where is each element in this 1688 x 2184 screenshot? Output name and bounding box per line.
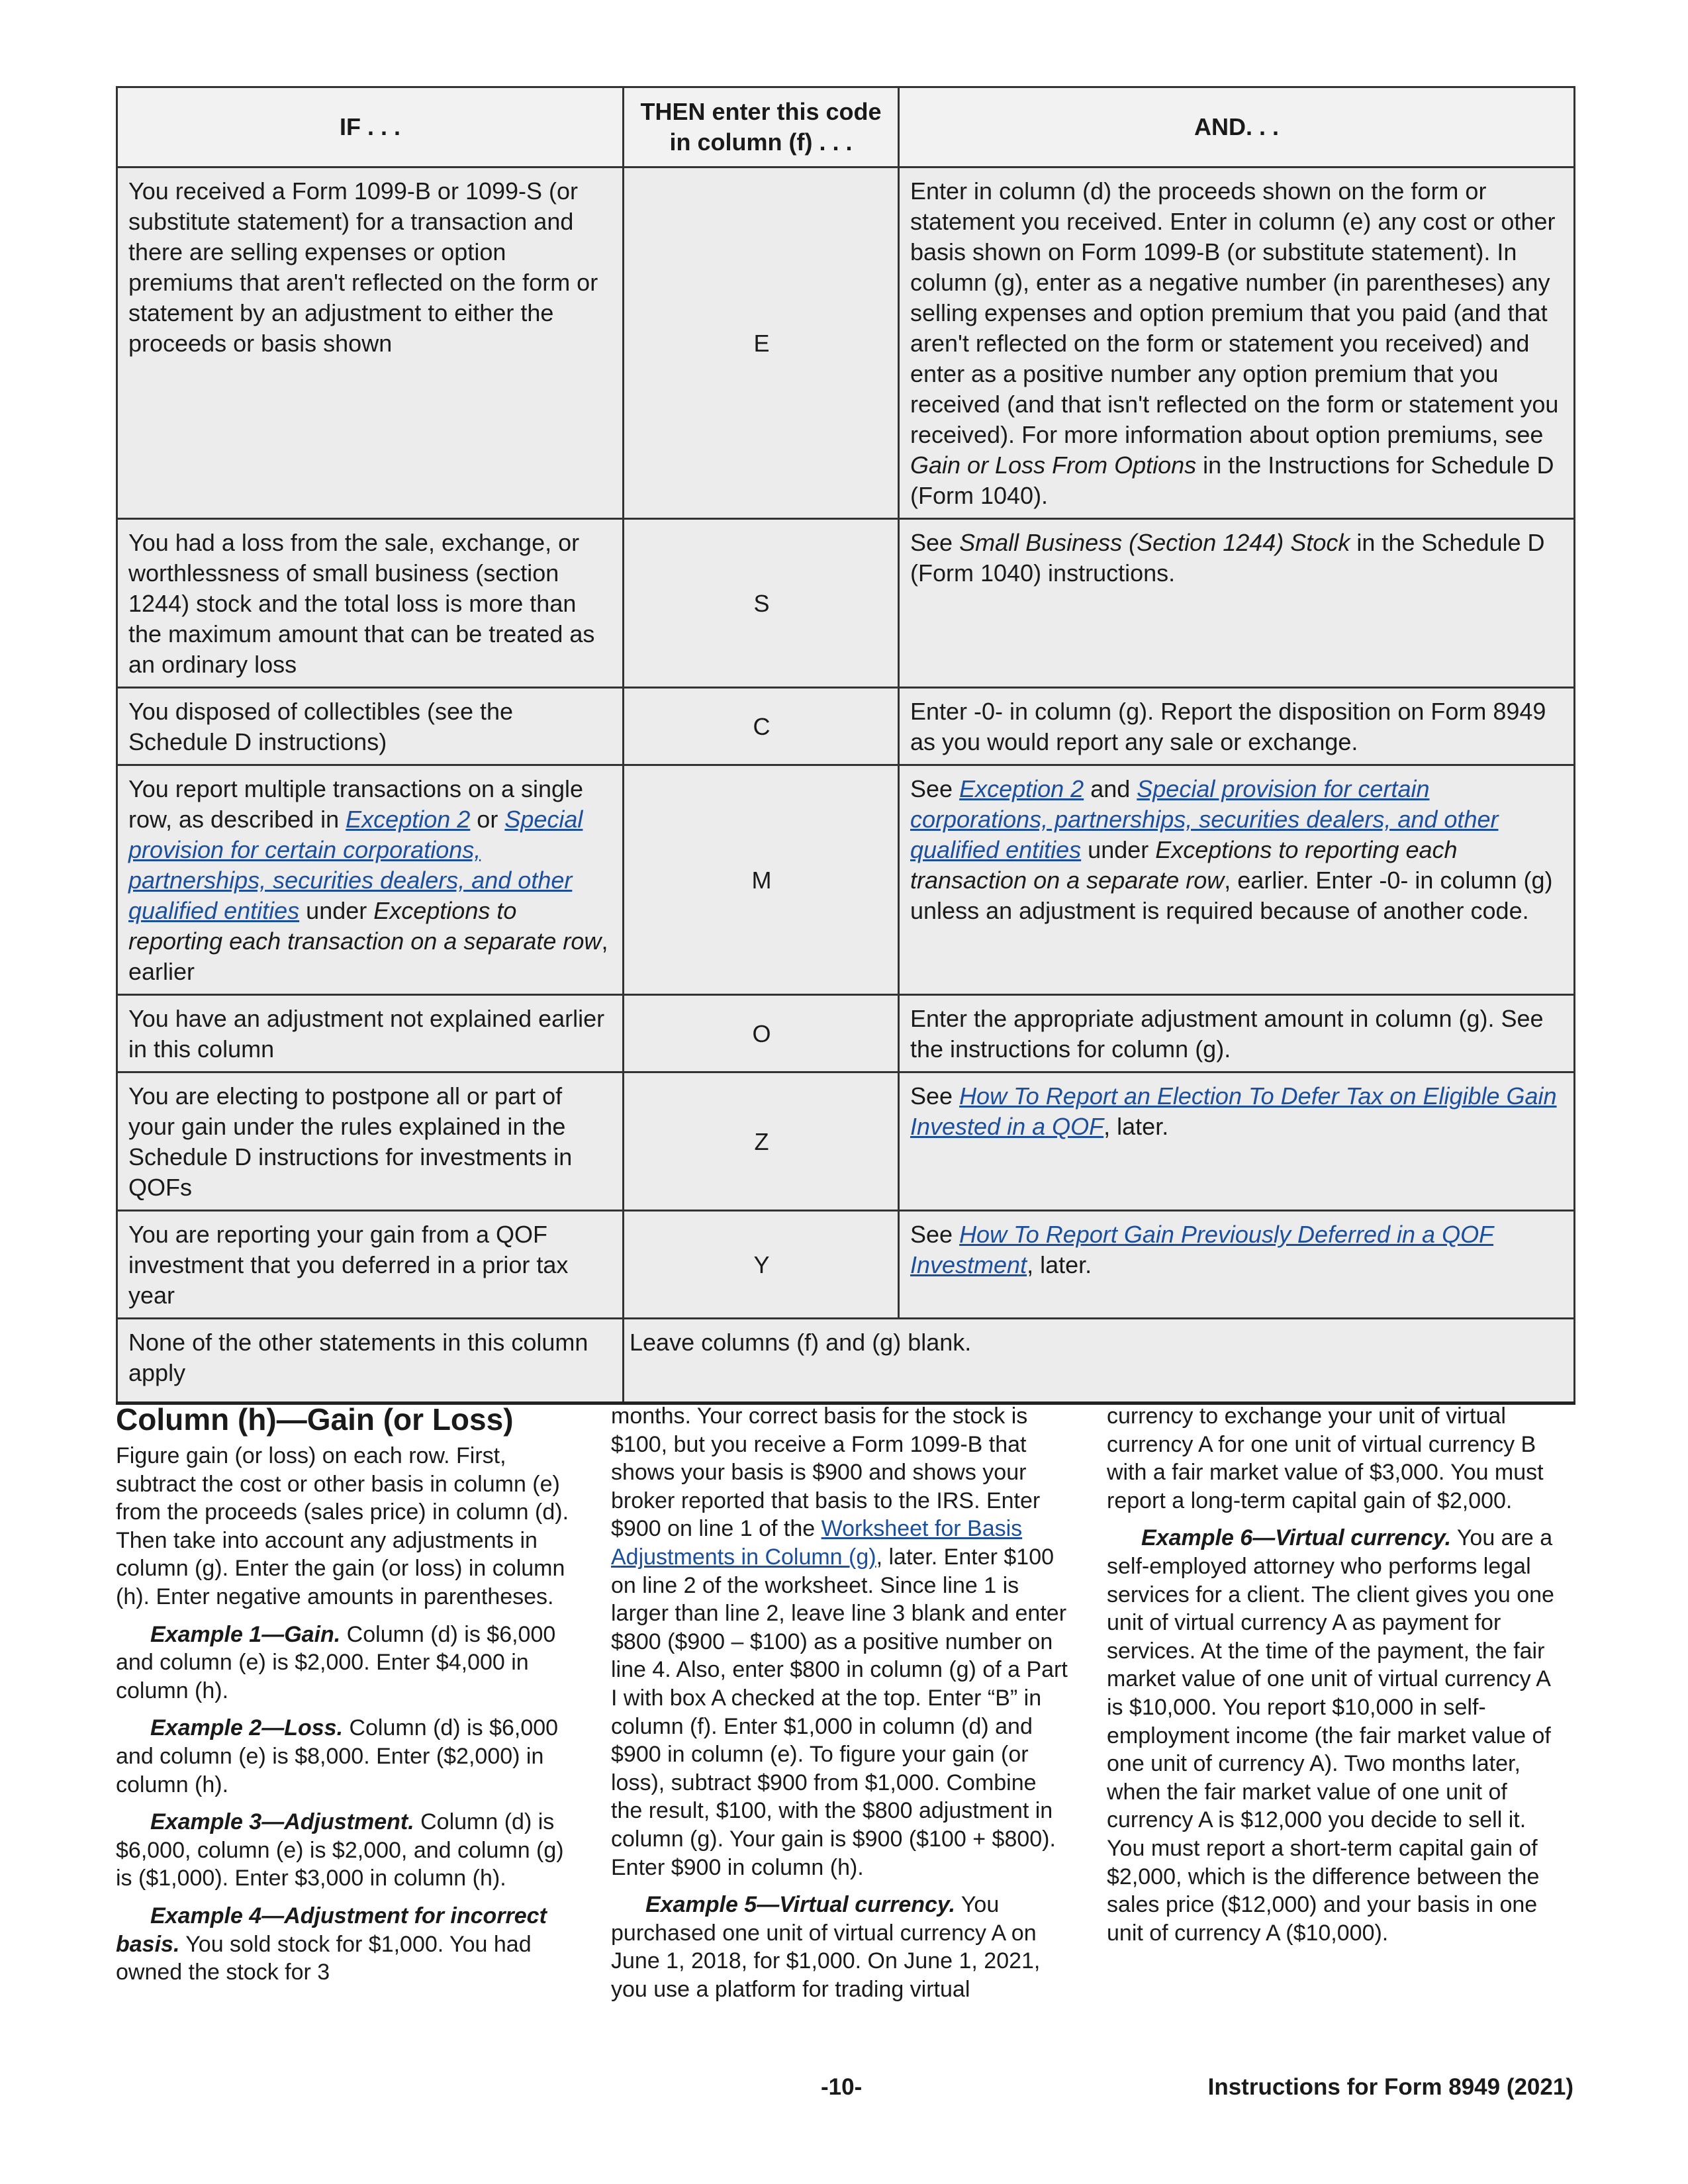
code-table — [116, 86, 1575, 1405]
table-row — [117, 1319, 1575, 1403]
example-3: Example 3—Adjustment. Column (d) is $6,000, column (e) is $2,000, and column (g) is ($1,000). Enter $3,000 in column (h). — [116, 1809, 564, 1891]
if-cell: You are reporting your gain from a QOF investment that you deferred in a prior tax year — [117, 1211, 624, 1319]
worksheet-link[interactable]: Worksheet for Basis Adjustments in Column (g) — [611, 1516, 1023, 1570]
if-cell: You have an adjustment not explained earlier in this column — [117, 995, 624, 1072]
text-column-1 — [116, 1402, 575, 1996]
example-5-start: Example 5—Virtual currency. You purchased one unit of virtual currency A on June 1, 2018, for $1,000. On June 1, 2021, you use a platform for trading virtual — [611, 1892, 1041, 2002]
table-row — [117, 1072, 1575, 1211]
code-cell: E — [624, 167, 899, 519]
example-4-cont: months. Your correct basis for the stock is $100, but you receive a Form 1099-B that shows your basis is $900 and shows your broker reported that basis to the IRS. Enter $900 on line 1 of the Worksheet for Basis Adjustments in Column (g), later. Enter $100 on line 2 of the worksheet. Since line 1 is larger than line 2, leave line 3 blank and enter $800 ($900 – $100) as a positive number on line 4. Also, enter $800 in column (g) of a Part I with box A checked at the top. Enter “B” in column (f). Enter $1,000 in column (d) and $900 in column (e). To figure your gain (or loss), subtract $900 from $1,000. Combine the result, $100, with the $800 adjustment in column (g). Your gain is $900 ($100 + $800). Enter $900 in column (h). — [611, 1403, 1068, 1880]
if-cell: None of the other statements in this column apply — [117, 1319, 624, 1403]
table-row — [117, 1211, 1575, 1319]
and-cell: Enter -0- in column (g). Report the disposition on Form 8949 as you would report any sale or exchange. — [899, 688, 1575, 765]
exception-2-link[interactable]: Exception 2 — [959, 775, 1084, 802]
and-cell: Enter in column (d) the proceeds shown on the form or statement you received. Enter in column (e) any cost or other basis shown on Form 1099-B (or substitute statement). In column (g), enter as a negative number (in parentheses) any selling expenses and option premium that you paid (and that aren't reflected on the form or statement you received) and enter as a positive number any option premium that you received (and that isn't reflected on the form or statement you received). For more information about option premiums, see Gain or Loss From Options in the Instructions for Schedule D (Form 1040). — [899, 167, 1575, 519]
if-cell: You had a loss from the sale, exchange, or worthlessness of small business (section 1244) stock and the total loss is more than the maximum amount that can be treated as an ordinary loss — [117, 519, 624, 688]
example-5-cont: currency to exchange your unit of virtual currency A for one unit of virtual currency B with a fair market value of $3,000. You must report a long-term capital gain of $2,000. — [1107, 1403, 1544, 1513]
code-cell: O — [624, 995, 899, 1072]
code-cell: Z — [624, 1072, 899, 1211]
table-row — [117, 167, 1575, 519]
table-row — [117, 995, 1575, 1072]
and-cell: Leave columns (f) and (g) blank. — [624, 1319, 1575, 1403]
and-cell: Enter the appropriate adjustment amount in column (g). See the instructions for column (g). — [899, 995, 1575, 1072]
section-heading: Column (h)—Gain (or Loss) — [116, 1402, 514, 1437]
if-cell: You disposed of collectibles (see the Schedule D instructions) — [117, 688, 624, 765]
header-if: IF . . . — [117, 87, 624, 167]
table-row — [117, 765, 1575, 995]
intro-paragraph: Figure gain (or loss) on each row. First, subtract the cost or other basis in column (e) from the proceeds (sales price) in column (d). Then take into account any adjustments in column (g). Enter the gain (or loss) in column (h). Enter negative amounts in parentheses. — [116, 1443, 569, 1609]
example-2: Example 2—Loss. Column (d) is $6,000 and column (e) is $8,000. Enter ($2,000) in column (h). — [116, 1715, 559, 1797]
qof-gain-link[interactable]: How To Report Gain Previously Deferred in a QOF Investment — [910, 1221, 1494, 1278]
and-cell: See Small Business (Section 1244) Stock in the Schedule D (Form 1040) instructions. — [899, 519, 1575, 688]
if-cell: You received a Form 1099-B or 1099-S (or substitute statement) for a transaction and there are selling expenses or option premiums that aren't reflected on the form or statement by an adjustment to either the proceeds or basis shown — [117, 167, 624, 519]
if-cell: You report multiple transactions on a single row, as described in Exception 2 or Special provision for certain corporations, partnerships, securities dealers, and other qualified entities under Exceptions to reporting each transaction on a separate row, earlier — [117, 765, 624, 995]
header-code: THEN enter this code in column (f) . . . — [624, 87, 899, 167]
code-cell: C — [624, 688, 899, 765]
exception-2-link[interactable]: Exception 2 — [346, 806, 471, 833]
code-cell: Y — [624, 1211, 899, 1319]
if-cell: You are electing to postpone all or part of your gain under the rules explained in the Schedule D instructions for investments in QOFs — [117, 1072, 624, 1211]
code-cell: M — [624, 765, 899, 995]
and-cell: See How To Report an Election To Defer Tax on Eligible Gain Invested in a QOF, later. — [899, 1072, 1575, 1211]
table-row — [117, 519, 1575, 688]
qof-election-link[interactable]: How To Report an Election To Defer Tax on Eligible Gain Invested in a QOF — [910, 1082, 1557, 1140]
and-cell: See Exception 2 and Special provision for certain corporations, partnerships, securities dealers, and other qualified entities under Exceptions to reporting each transaction on a separate row, earlier. Enter -0- in column (g) unless an adjustment is required because of another code. — [899, 765, 1575, 995]
and-cell: See How To Report Gain Previously Deferred in a QOF Investment, later. — [899, 1211, 1575, 1319]
example-4-start: Example 4—Adjustment for incorrect basis. You sold stock for $1,000. You had owned the stock for 3 — [116, 1903, 547, 1985]
example-6: Example 6—Virtual currency. You are a self-employed attorney who performs legal services for a client. The client gives you one unit of virtual currency A as payment for services. At the time of the payment, the fair market value of one unit of virtual currency A is $10,000. You report $10,000 in self-employment income (the fair market value of one unit of currency A). Two months later, when the fair market value of one unit of currency A is $12,000 you decide to sell it. You must report a short-term capital gain of $2,000, which is the difference between the sales price ($12,000) and your basis in one unit of currency A ($10,000). — [1107, 1525, 1554, 1946]
footer-title: Instructions for Form 8949 (2021) — [1207, 2074, 1573, 2100]
text-column-3 — [1107, 1402, 1566, 1956]
table-header-row — [117, 87, 1575, 167]
page-number: -10- — [821, 2074, 863, 2100]
code-cell: S — [624, 519, 899, 688]
header-and: AND. . . — [899, 87, 1575, 167]
table-row — [117, 688, 1575, 765]
text-column-2 — [611, 1402, 1070, 2013]
example-1: Example 1—Gain. Column (d) is $6,000 and column (e) is $2,000. Enter $4,000 in column (h). — [116, 1621, 556, 1703]
special-provision-link[interactable]: Special provision for certain corporations, partnerships, securities dealers, and other qualified entities — [128, 806, 583, 924]
special-provision-link[interactable]: Special provision for certain corporations, partnerships, securities dealers, and other qualified entities — [910, 775, 1499, 863]
